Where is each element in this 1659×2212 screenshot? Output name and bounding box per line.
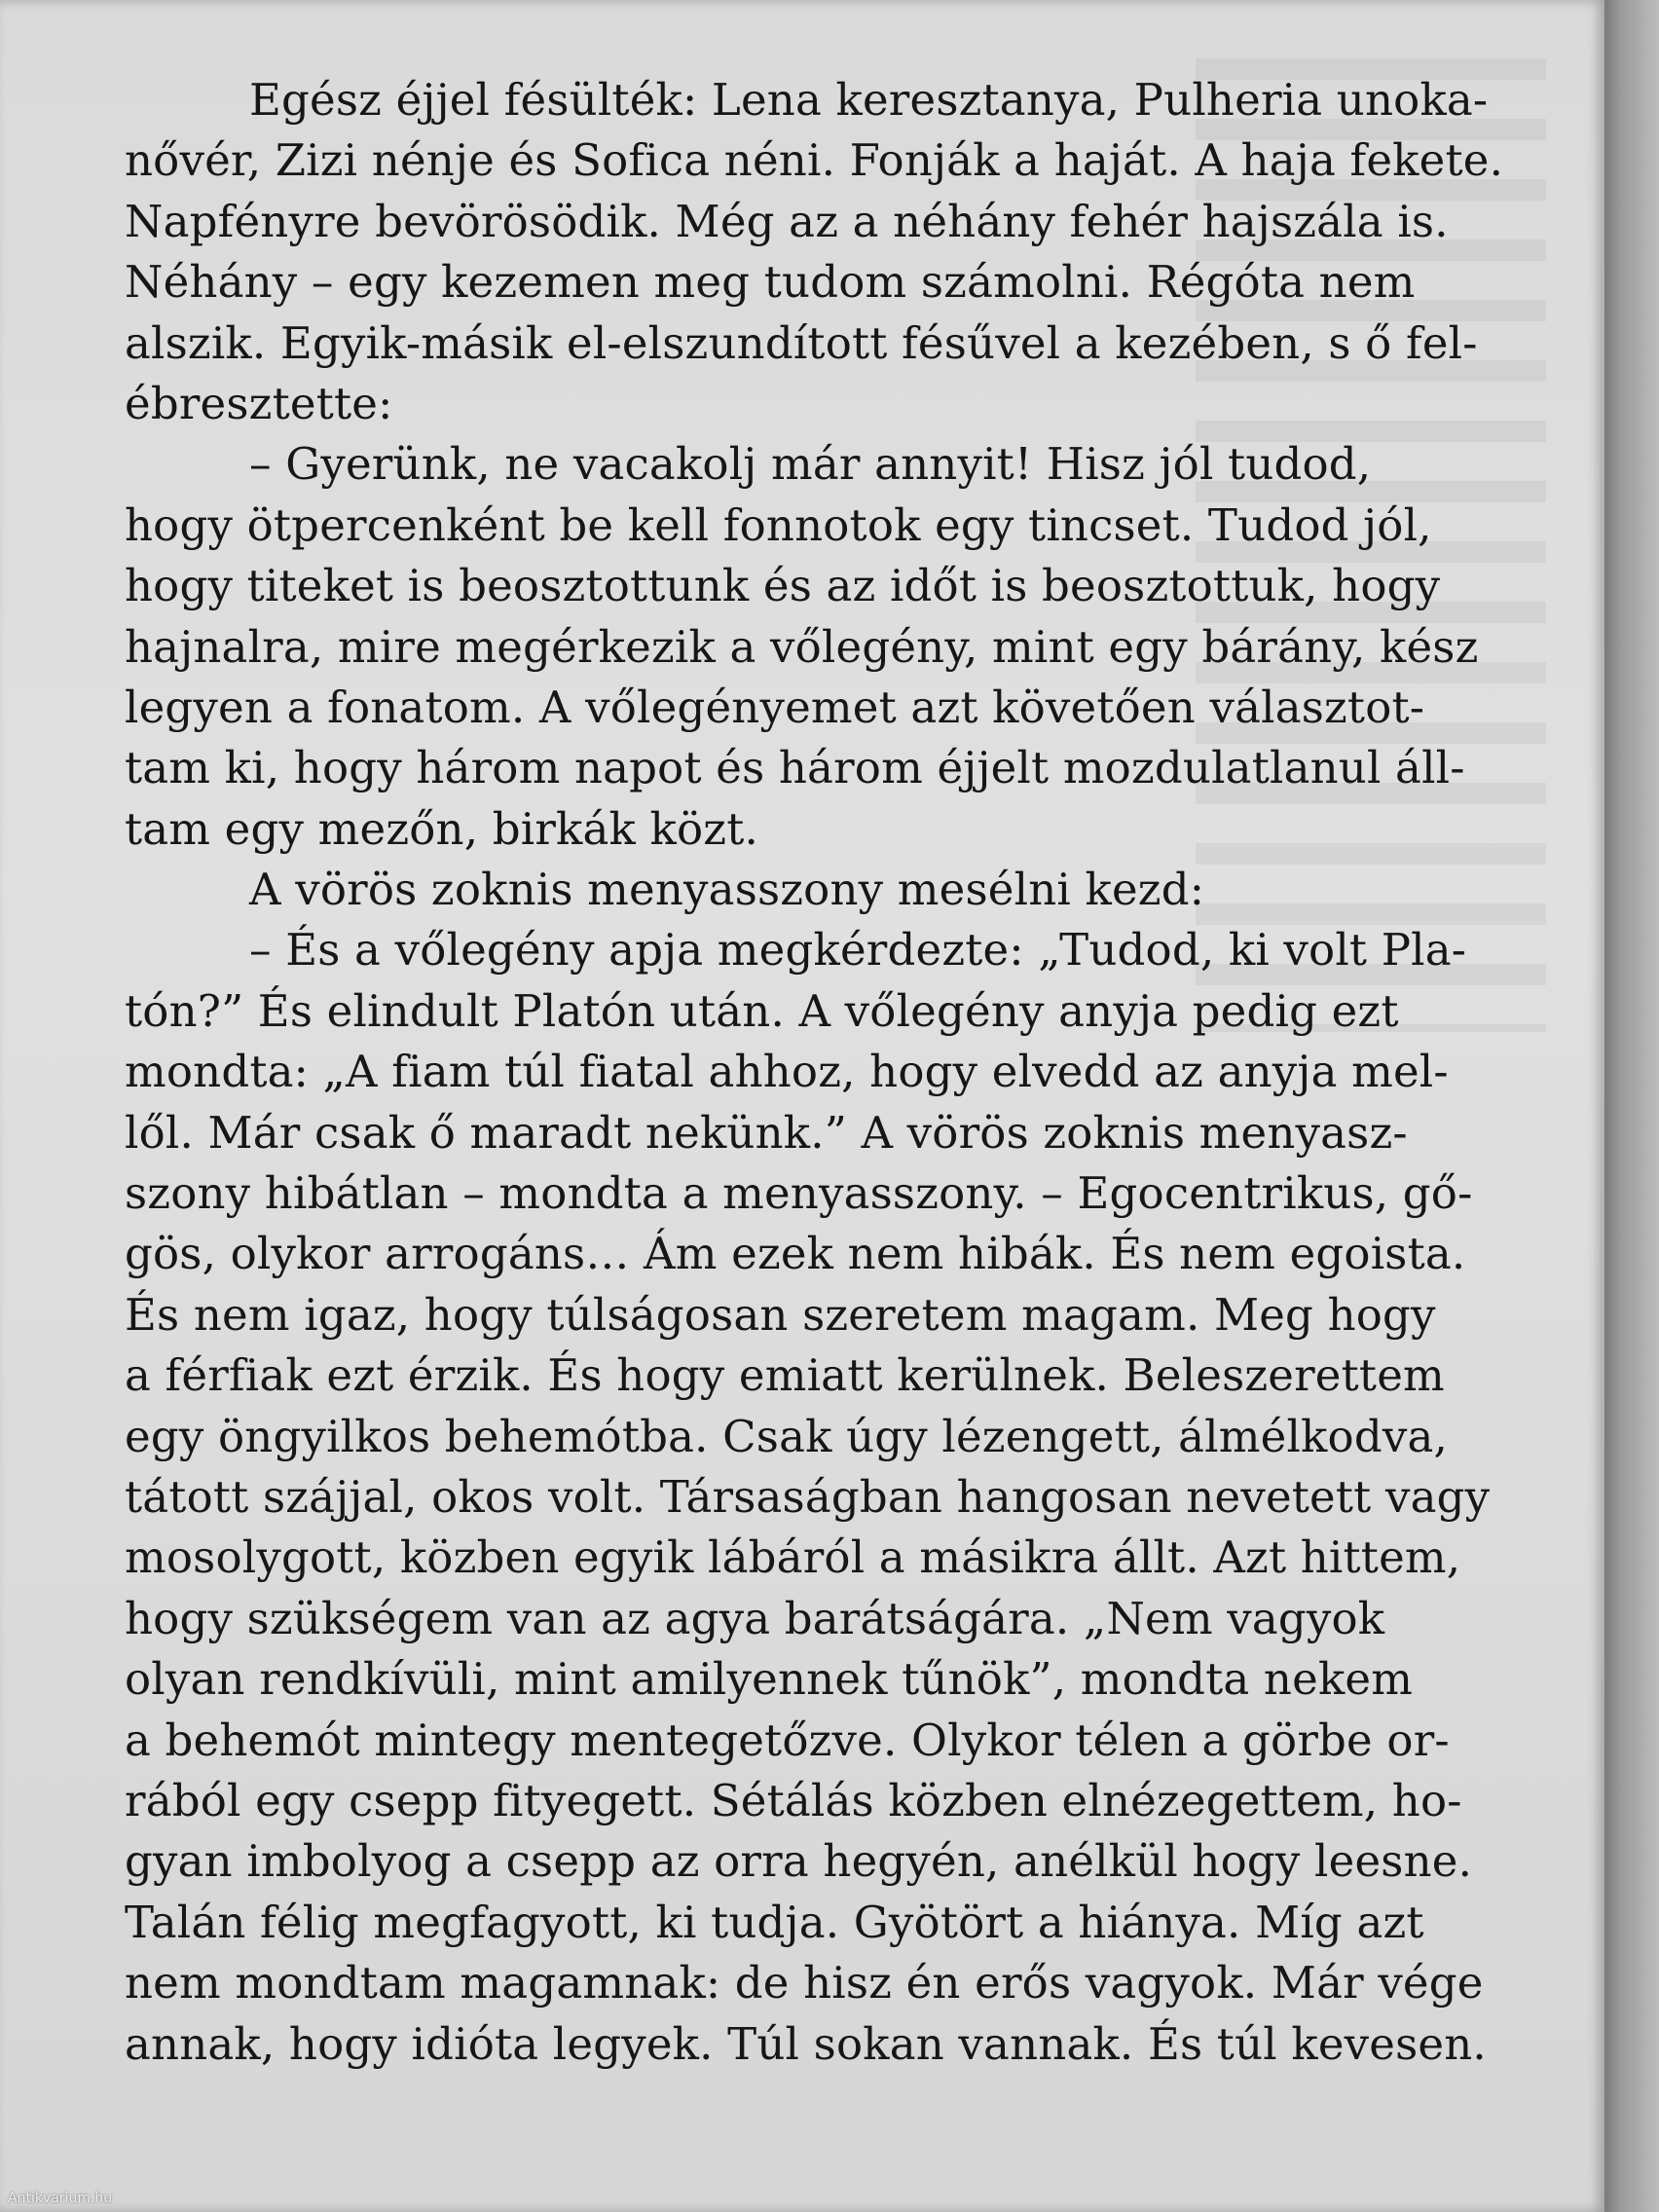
text-line: És nem igaz, hogy túlságosan szeretem magam. Meg hogy: [125, 1288, 1436, 1341]
text-line: olyan rendkívüli, mint amilyennek tűnök”, mondta nekem: [125, 1653, 1414, 1706]
text-line: tátott szájjal, okos volt. Társaságban hangosan nevetett vagy: [125, 1470, 1491, 1523]
text-line: nem mondtam magamnak: de hisz én erős vagyok. Már vége: [125, 1957, 1484, 2009]
watermark: Antikvarium.hu: [8, 2191, 113, 2206]
text-line: hogy ötpercenként be kell fonnotok egy tincset. Tudod jól,: [125, 498, 1432, 551]
text-line: tam ki, hogy három napot és három éjjelt mozdulatlanul áll-: [125, 742, 1465, 794]
text-line: gös, olykor arrogáns… Ám ezek nem hibák. És nem egoista.: [125, 1228, 1466, 1280]
text-line: legyen a fonatom. A vőlegényemet azt követően választot-: [125, 681, 1425, 733]
text-line: mosolygott, közben egyik lábáról a másikra állt. Azt hittem,: [125, 1531, 1461, 1584]
text-line: tam egy mezőn, birkák közt.: [125, 802, 758, 855]
text-line: a férfiak ezt érzik. És hogy emiatt kerülnek. Beleszerettem: [125, 1349, 1445, 1402]
text-line: hajnalra, mire megérkezik a vőlegény, mint egy bárány, kész: [125, 620, 1479, 673]
text-line: Egész éjjel fésülték: Lena keresztanya, Pulheria unoka-: [249, 74, 1489, 126]
text-line: hogy szükségem van az agya barátságára. „Nem vagyok: [125, 1592, 1385, 1644]
page-edge-shadow: [1604, 0, 1659, 2212]
text-line: annak, hogy idióta legyek. Túl sokan vannak. És túl kevesen.: [125, 2017, 1487, 2070]
text-line: egy öngyilkos behemótba. Csak úgy lézengett, álmélkodva,: [125, 1410, 1448, 1462]
text-line: Néhány – egy kezemen meg tudom számolni. Régóta nem: [125, 256, 1416, 309]
text-line: alszik. Egyik-másik el-elszundított fésűvel a kezében, s ő fel-: [125, 316, 1478, 369]
text-line: – És a vőlegény apja megkérdezte: „Tudod, ki volt Pla-: [249, 924, 1467, 977]
text-line: rából egy csepp fityegett. Sétálás közben elnézegettem, ho-: [125, 1774, 1462, 1826]
text-line: – Gyerünk, ne vacakolj már annyit! Hisz jól tudod,: [249, 438, 1372, 491]
text-line: a behemót mintegy mentegetőzve. Olykor télen a görbe or-: [125, 1714, 1450, 1766]
text-line: A vörös zoknis menyasszony mesélni kezd:: [249, 864, 1205, 916]
text-line: ébresztette:: [125, 377, 393, 429]
body-text: [125, 70, 1504, 2075]
text-line: Talán félig megfagyott, ki tudja. Gyötört a hiánya. Míg azt: [125, 1896, 1424, 1948]
text-line: gyan imbolyog a csepp az orra hegyén, anélkül hogy leesne.: [125, 1835, 1473, 1888]
text-line: mondta: „A fiam túl fiatal ahhoz, hogy elvedd az anyja mel-: [125, 1046, 1449, 1098]
text-line: nővér, Zizi nénje és Sofica néni. Fonják a haját. A haja fekete.: [125, 134, 1504, 187]
text-line: tón?” És elindult Platón után. A vőlegény anyja pedig ezt: [125, 984, 1399, 1037]
text-line: szony hibátlan – mondta a menyasszony. – Egocentrikus, gő-: [125, 1167, 1473, 1220]
text-line: lől. Már csak ő maradt nekünk.” A vörös zoknis menyasz-: [125, 1106, 1408, 1159]
text-line: hogy titeket is beosztottunk és az időt is beosztottuk, hogy: [125, 560, 1441, 612]
text-line: Napfényre bevörösödik. Még az a néhány fehér hajszála is.: [125, 195, 1449, 247]
